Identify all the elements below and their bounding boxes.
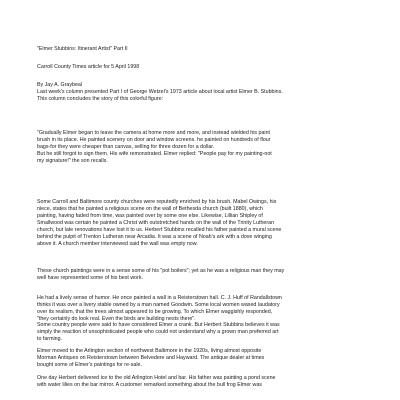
article-source-text: Carroll County Times article for 5 April 1998 [37,64,140,70]
paragraph-line: my signature!" the son recalls. [37,158,108,164]
paragraph-line: "they certainly do look real. Even the birds are building nests there". [37,316,196,322]
paragraph [37,199,382,248]
paragraph-line: well have represented some of his best work. [37,275,143,281]
paragraph [37,322,382,343]
paragraph [37,348,382,369]
paragraph-line: over its realism, that the trees almost appeared to be growing. To which Elmer waggishly responded, [37,309,273,315]
paragraph-line: These church paintings were in a sense some of his "pot boilers"; yet as he was a religious man they may [37,268,285,274]
article-source [37,64,382,71]
paragraph-line: One day Herbert delivered ice to the old Arlington Hotel and bar. His father was painting a pond scene [37,375,276,381]
byline-intro-cont: This column concludes the story of this colorful figure: [37,96,164,102]
paragraph-line: above it. A church member interviewed said the wall was empty now. [37,241,198,247]
paragraph-line: bags-for they were cheaper than canvas, selling for three dozen for a dollar. [37,144,215,150]
paragraph-line: painting, having faded from time, was painted over by some one else. Likewise, Lillian Shipley of [37,213,263,219]
paragraph-line: Elmer moved to the Arlington section of northwest Baltimore in the 1920s, living almost opposite [37,348,262,354]
paragraph-line: to farming. [37,336,63,342]
paragraph [37,130,382,165]
paragraph-line: brush in its place. He painted scenery on door and window screens. he painted on hundreds of flour [37,137,271,143]
paragraph-line: Some Carroll and Baltimore county churches were reputedly enriched by his brush. Mabel Owings, his [37,199,277,205]
paragraph-line: bought some of Elmer's paintings for re-sale. [37,362,142,368]
paragraph [37,268,382,282]
paragraph-line: church, but late renovations have lost it to us. Herbert Stubbins recalled his father painted a mural scene [37,227,282,233]
paragraph-line: Smallwood was certain he painted a Christ with outstretched hands on the wall of the Trinity Lutheran [37,220,275,226]
paragraph-line: simply the reaction of unsophisticated people who could not understand why a grown man preferred art [37,329,279,335]
paragraph-line: Some country people were said to have considered Elmer a crank. But Herbert Stubbins believes it was [37,322,280,328]
byline-intro: Last week's column presented Part I of George Wetzel's 1973 article about local artist Elmer B. Stubbins. [37,89,283,95]
paragraph-line: behind the pulpit of Trenton Lutheran near Arcadia. It was a scene of Noah's ark with a dove winging [37,234,272,240]
byline-section [37,82,382,103]
article-title-text: "Elmer Stubbins: Itinerant Artist" Part II [37,46,128,52]
paragraph [37,375,382,389]
article-title [37,46,382,53]
paragraph [37,295,382,323]
paragraph-line: niece, states that he painted a religious scene on the wall of Bethesda church (built 1880), which [37,206,263,212]
paragraph-line: Morman Antiques on Reisterstown between Belvedere and Hayward. The antique dealer at times [37,355,265,361]
paragraph-line: thinks it was over a livery stable owned by a man named Goodwin. Some local women waxed laudatory [37,302,280,308]
paragraph-line: with water lilies on the bar mirror. A customer remarked something about the bull frog Elmer was [37,382,262,388]
paragraph-line: But he still forgot to sign them. His wife remonstrated. Elmer replied: "People pay for my painting-not [37,151,272,157]
byline-author: By Jay A. Graybeal [37,82,83,88]
paragraph-line: "Gradually Elmer began to leave the camera at home more and more, and instead wielded his paint [37,130,271,136]
paragraph-line: He had a lively sense of humor. He once painted a wall in a Reisterstown hall. C. J. Huff of Randallstown [37,295,282,301]
